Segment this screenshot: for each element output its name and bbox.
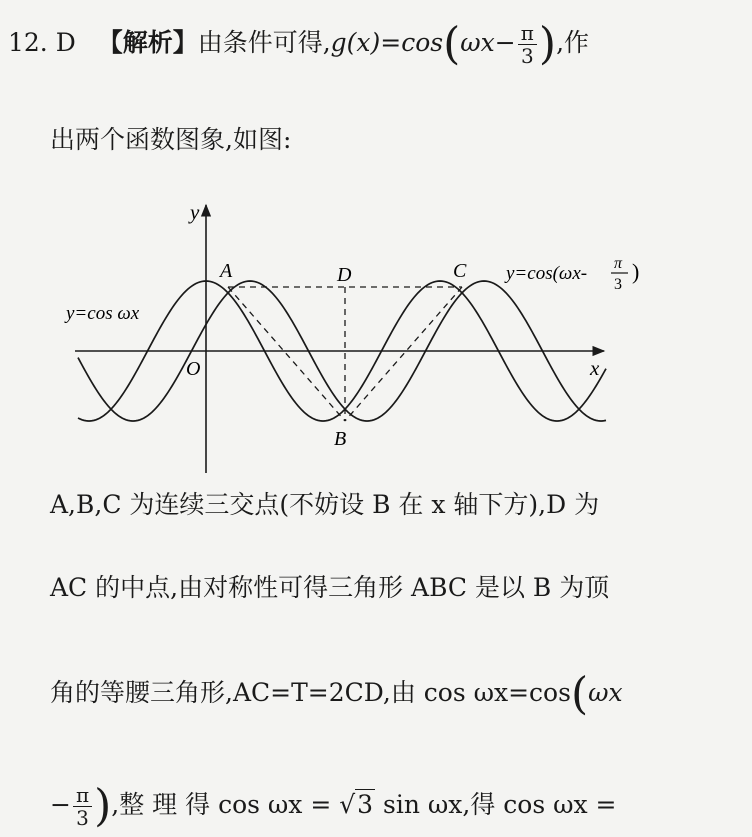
- left-paren: (: [443, 18, 461, 70]
- line5-omega-x: ωx: [588, 678, 623, 707]
- omega-x-term: ωx−: [460, 28, 516, 57]
- y-axis-label: y: [190, 200, 200, 224]
- line6-minus: −: [50, 790, 71, 819]
- point-b-label: B: [334, 428, 347, 450]
- analysis-tag: 【解析】: [97, 28, 198, 57]
- curve1-label: y=cos ωx: [66, 303, 140, 324]
- line6-pi-over-three: [73, 784, 92, 829]
- solution-line-3: A,B,C 为连续三交点(不妨设 B 在 x 轴下方),D 为: [50, 490, 600, 519]
- solution-line-6: [50, 780, 617, 832]
- curve2-three: 3: [614, 276, 622, 293]
- line5-left-paren: (: [570, 668, 589, 720]
- solution-line-5: [50, 668, 623, 720]
- sqrt-radicand: 3: [357, 790, 374, 819]
- curve2-pi: π: [614, 255, 623, 272]
- point-c-label: C: [453, 260, 467, 282]
- g-function: g(x)=cos: [330, 28, 444, 57]
- pi-over-three: [518, 22, 537, 67]
- line6-denominator: 3: [76, 806, 89, 830]
- solution-line-4: AC 的中点,由对称性可得三角形 ABC 是以 B 为顶: [50, 573, 610, 602]
- origin-label: O: [186, 358, 201, 380]
- point-d-label: D: [337, 264, 352, 286]
- function-graph: [0, 185, 752, 485]
- solution-line-2: 出两个函数图象,如图:: [50, 125, 292, 154]
- line6-numerator: π: [73, 784, 92, 807]
- dashed-ab: [228, 287, 345, 421]
- line6-right-paren: ): [94, 780, 112, 832]
- point-a-label: A: [220, 260, 233, 282]
- fraction-denominator: 3: [520, 44, 534, 68]
- problem-number: 12. D: [8, 28, 76, 57]
- fraction-numerator: π: [518, 22, 537, 45]
- sqrt-three: √3: [339, 790, 374, 819]
- x-axis-label: x: [590, 356, 600, 380]
- line6-tail: sin ωx,得 cos ωx =: [375, 790, 617, 819]
- line6-simplified: ,整 理 得 cos ωx =: [111, 790, 340, 819]
- dashed-cb: [345, 287, 462, 421]
- curve2-close-paren: ): [632, 259, 640, 284]
- right-paren: ): [538, 18, 557, 70]
- curve2-label: [504, 263, 587, 284]
- solution-line-1: [8, 18, 590, 70]
- line1-tail: ,作: [556, 28, 590, 57]
- line5-text: 角的等腰三角形,AC=T=2CD,由 cos ωx=cos: [50, 678, 571, 707]
- curve2-label-prefix: y=cos(ωx-: [506, 263, 588, 284]
- condition-text: 由条件可得,: [197, 28, 331, 57]
